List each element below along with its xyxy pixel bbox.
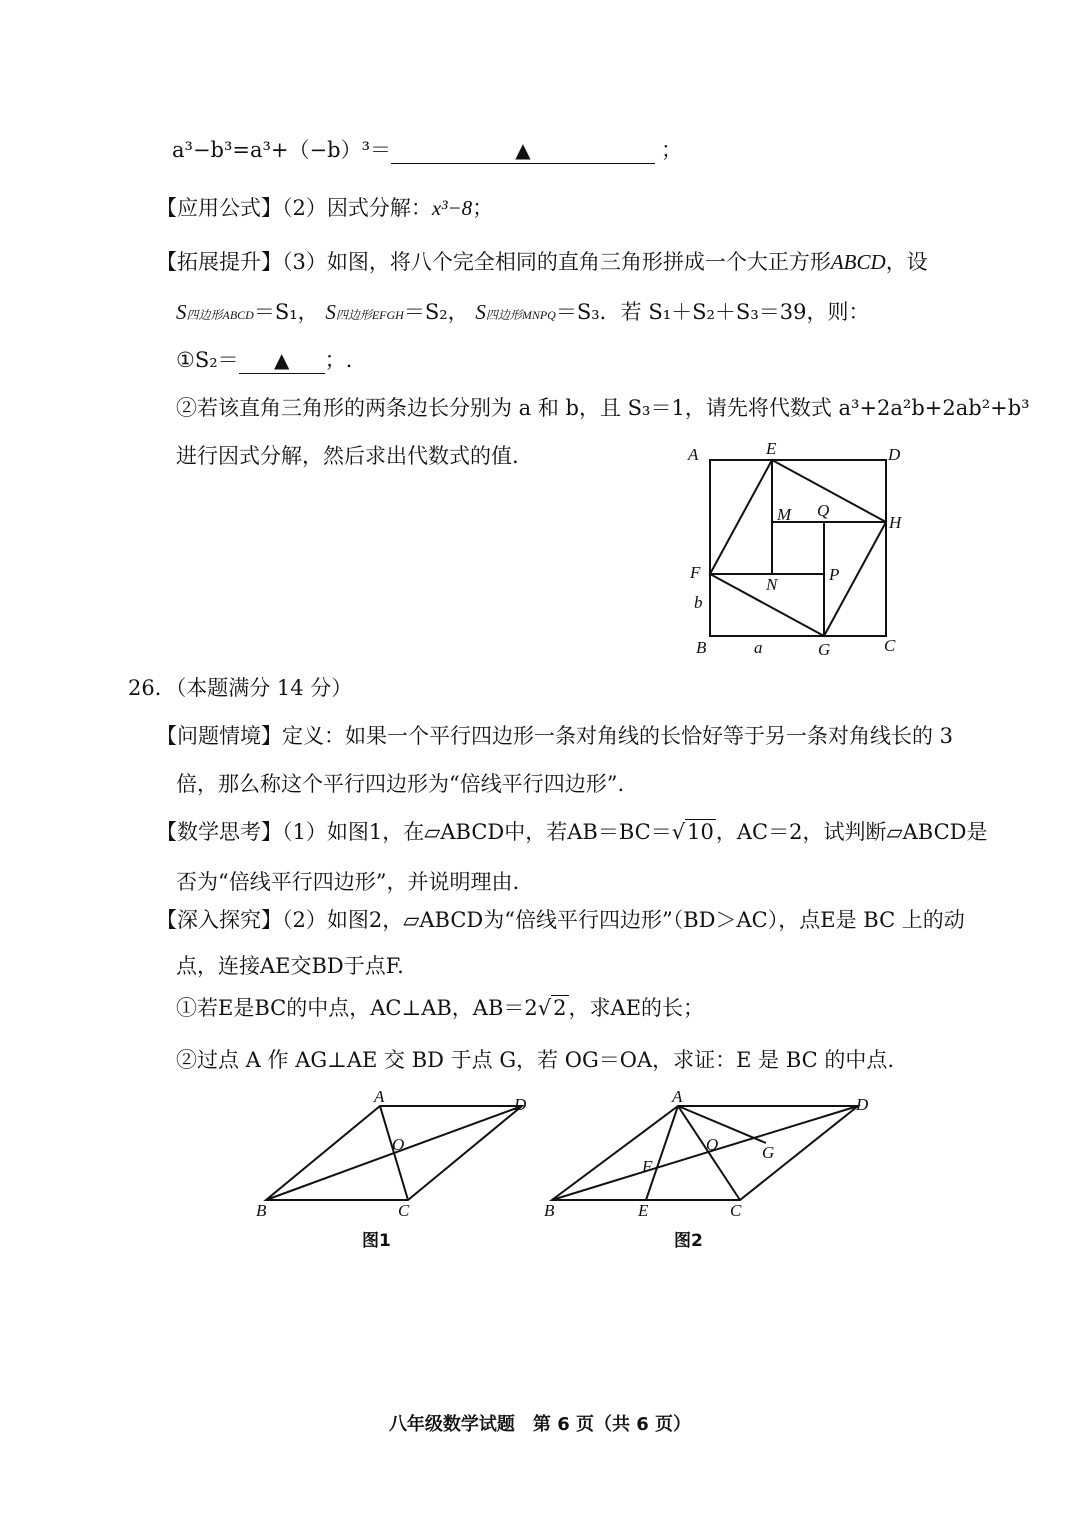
fig1-label-A: A (374, 1090, 385, 1106)
explore-line1 (156, 908, 965, 933)
label-F: F (690, 563, 701, 582)
formula-end: ； (660, 138, 682, 162)
context-tag: 【问题情境】 (156, 724, 282, 748)
quad-efgh (710, 460, 886, 636)
label-P: P (829, 565, 840, 584)
sqrt-sign-2: √ (537, 996, 552, 1020)
sub2-line: ②过点 A 作 AG⊥AE 交 BD 于点 G，若 OG＝OA，求证：E 是 BC 的中点. (176, 1048, 895, 1072)
explore-text1: （2）如图2，▱ABCD为“倍线平行四边形”（BD＞AC），点E是 BC 上的动 (282, 908, 965, 932)
fig1-caption: 图1 (362, 1231, 391, 1251)
fig2-label-B: B (544, 1201, 555, 1220)
label-a: a (754, 638, 763, 657)
fig2-label-A: A (672, 1090, 683, 1106)
s1-eq: ＝S₁， (253, 300, 319, 324)
part2-line1: ②若该直角三角形的两条边长分别为 a 和 b，且 S₃＝1，请先将代数式 a³+2a²b+2ab²+b³ (176, 396, 1030, 420)
s3-eq: ＝S₃．若 S₁＋S₂＋S₃＝39，则： (555, 300, 870, 324)
square-figure (680, 438, 940, 668)
fig2-caption: 图2 (674, 1231, 703, 1251)
fig1-label-O: O (392, 1135, 405, 1154)
label-N: N (766, 575, 778, 594)
fig1-label-C: C (398, 1201, 410, 1220)
sqrt-sign: √ (671, 820, 686, 844)
label-A: A (688, 445, 699, 464)
fig2-label-C: C (730, 1201, 742, 1220)
extend-tag: 【拓展提升】 (156, 250, 282, 274)
fig1-label-D: D (514, 1095, 527, 1114)
explore-tag: 【深入探究】 (156, 908, 282, 932)
apply-expr: x³−8 (431, 196, 473, 220)
fig2-label-D: D (856, 1095, 869, 1114)
label-D: D (888, 445, 901, 464)
square-abcd (710, 460, 886, 636)
think-line1 (156, 820, 988, 845)
think-text-a: （1）如图1，在▱ABCD中，若AB＝BC＝ (282, 820, 672, 844)
s2-eq: ＝S₂， (403, 300, 469, 324)
s1-label: S (176, 300, 187, 324)
think-line2: 否为“倍线平行四边形”，并说明理由. (176, 870, 520, 894)
context-text1: 定义：如果一个平行四边形一条对角线的长恰好等于另一条对角线长的 3 (282, 724, 954, 748)
formula-prefix: a³−b³=a³+（−b）³＝ (172, 138, 391, 162)
context-line1 (156, 724, 953, 749)
label-G: G (818, 640, 831, 659)
s2-sub: 四边形EFGH (335, 308, 404, 322)
fig1-label-B: B (256, 1201, 267, 1220)
page-footer: 八年级数学试题 第 6 页（共 6 页） (388, 1414, 692, 1435)
fig2-diag-bd (552, 1106, 858, 1200)
figure-2 (540, 1090, 880, 1220)
extend-end: ，设 (885, 250, 928, 274)
apply-formula-line (156, 196, 493, 221)
label-B: B (696, 638, 707, 657)
label-C: C (884, 636, 896, 655)
part1-line (176, 348, 352, 374)
fig2-seg-ae (646, 1106, 678, 1200)
context-line2: 倍，那么称这个平行四边形为“倍线平行四边形”. (176, 772, 625, 796)
apply-text: （2）因式分解： (282, 196, 432, 220)
s2-label: S (325, 300, 336, 324)
fig2-label-E: E (638, 1201, 649, 1220)
fig2-label-G: G (762, 1143, 775, 1162)
label-b: b (694, 593, 703, 612)
think-sqrt: 10 (687, 820, 714, 844)
blank-marker: ▲ (515, 138, 531, 162)
sub1-line (176, 996, 704, 1021)
sub1-text-b: ，求AE的长； (568, 996, 705, 1020)
fig2-label-F: F (642, 1157, 653, 1176)
extend-text: （3）如图，将八个完全相同的直角三角形拼成一个大正方形 (282, 250, 831, 274)
think-tag: 【数学思考】 (156, 820, 282, 844)
sub1-sqrt: 2 (553, 996, 567, 1020)
label-Q: Q (817, 501, 830, 520)
explore-line2: 点，连接AE交BD于点F. (176, 954, 404, 978)
blank-marker-2: ▲ (273, 348, 290, 372)
q26-header: 26．（本题满分 14 分） (128, 676, 353, 700)
s1-sub: 四边形ABCD (186, 308, 254, 322)
label-M: M (777, 505, 792, 524)
s3-label: S (475, 300, 486, 324)
answer-blank-1 (391, 138, 655, 164)
part1-prefix: ①S₂＝ (176, 348, 239, 372)
fig2-label-O: O (706, 1135, 719, 1154)
part1-end: ；. (324, 348, 353, 372)
answer-blank-2 (239, 348, 325, 374)
part2-line2: 进行因式分解，然后求出代数式的值. (176, 444, 519, 468)
extend-line (156, 250, 928, 275)
extend-abcd: ABCD (830, 250, 886, 274)
label-H: H (889, 513, 902, 532)
think-text-b: ，AC＝2，试判断▱ABCD是 (715, 820, 988, 844)
apply-end: ； (472, 196, 494, 220)
formula-line (172, 138, 682, 164)
figure-1 (250, 1090, 550, 1220)
apply-tag: 【应用公式】 (156, 196, 282, 220)
sub1-text-a: ①若E是BC的中点，AC⊥AB，AB＝2 (176, 996, 538, 1020)
label-E: E (766, 439, 777, 458)
s3-sub: 四边形MNPQ (485, 308, 556, 322)
s-definition-line (176, 300, 869, 325)
